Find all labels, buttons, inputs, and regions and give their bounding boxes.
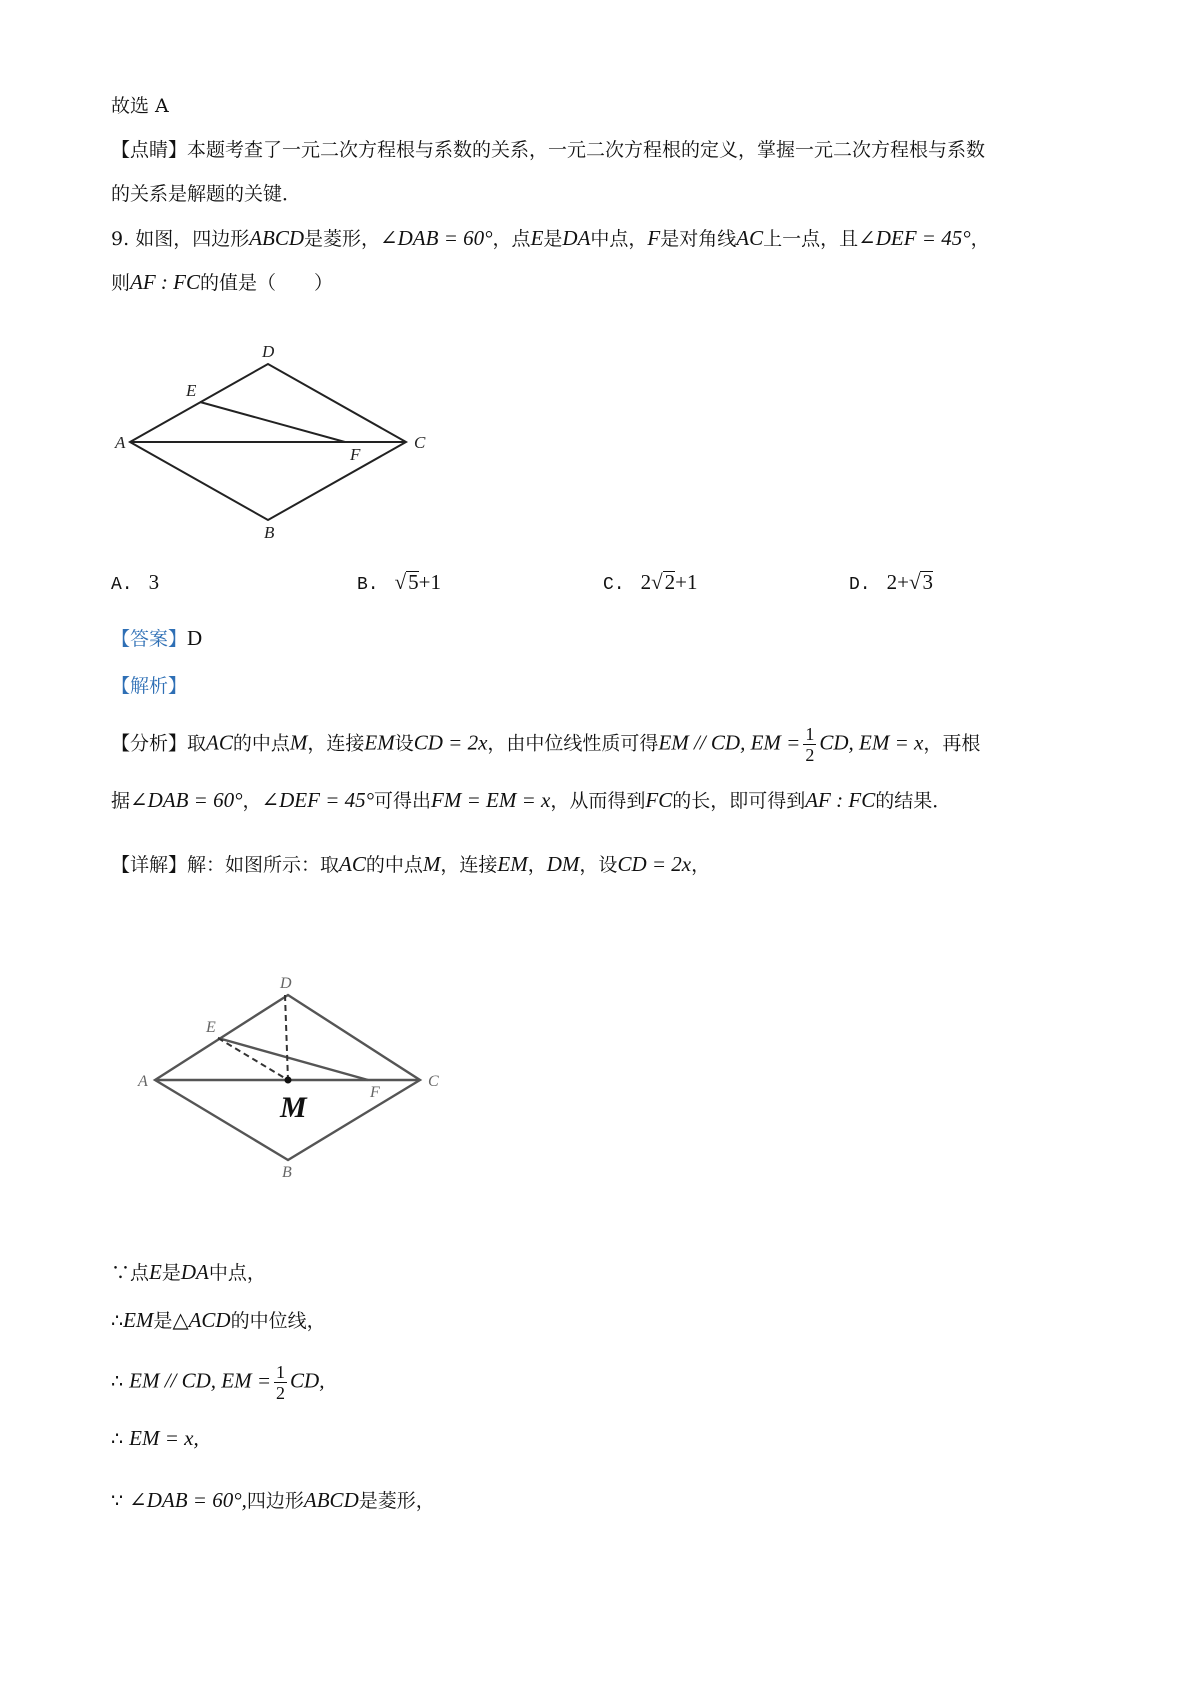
xiangjie-line — [111, 850, 710, 879]
fraction-half — [803, 724, 816, 765]
math-relation: CD, — [290, 1368, 325, 1393]
math-ratio: AF : FC — [130, 270, 200, 294]
step-3 — [111, 1362, 324, 1403]
step-text: 四边形 — [246, 1490, 304, 1512]
math-e: E — [149, 1260, 162, 1284]
comment-label: 【点睛】 — [111, 139, 188, 161]
label-a: A — [138, 1073, 148, 1090]
option-c — [603, 568, 697, 599]
option-letter: A. — [111, 575, 133, 595]
fraction-denominator: 2 — [805, 745, 815, 765]
option-letter: C. — [603, 575, 625, 595]
answer-line — [111, 624, 202, 653]
option-a — [111, 568, 159, 599]
option-value: +1 — [675, 570, 698, 594]
stem-text: 如图，四边形 — [135, 228, 250, 250]
question-stem-2 — [111, 268, 333, 297]
stem-text: 上一点，且 — [763, 228, 859, 250]
segment-ef — [200, 402, 345, 442]
xiangjie-text: 的中点 — [365, 854, 423, 876]
step-text: 的中位线， — [230, 1310, 326, 1332]
xiangjie-text: ， — [527, 854, 547, 876]
question-number: 9. — [111, 228, 130, 250]
step-text: 是菱形， — [358, 1490, 435, 1512]
stem-text: 是 — [543, 228, 563, 250]
fenxi-label: 【分析】 — [111, 732, 188, 755]
fenxi-line-1 — [111, 724, 980, 765]
segment-ef — [218, 1038, 368, 1080]
math-angle-def: ∠DEF = 45° — [858, 226, 971, 250]
label-c: C — [414, 433, 426, 452]
stem-text: 中点， — [590, 228, 648, 250]
fenxi-text: ，再根 — [923, 732, 981, 755]
step-text: ∵ — [111, 1490, 124, 1512]
step-4 — [111, 1424, 199, 1453]
answer-value: D — [187, 626, 203, 650]
math-relation: EM // CD, EM = — [658, 730, 801, 755]
stem-text: 则 — [111, 272, 131, 294]
step-text: ∴ — [111, 1370, 124, 1393]
math-da: DA — [562, 226, 591, 250]
math-em: EM — [364, 730, 395, 755]
math-triangle-acd: △ACD — [172, 1308, 231, 1332]
fenxi-text: ，由中位线性质可得 — [487, 732, 659, 755]
label-a: A — [115, 433, 126, 452]
math-relation: EM // CD, EM = — [129, 1368, 272, 1393]
label-f: F — [370, 1084, 380, 1101]
option-radicand: 5 — [408, 570, 419, 594]
math-em: EM — [497, 852, 528, 876]
question-stem — [111, 224, 990, 253]
option-value: √ — [394, 570, 407, 594]
step-text: ∴ — [111, 1310, 124, 1332]
figure-rhombus-1 — [100, 330, 440, 540]
step-text: 是 — [161, 1262, 181, 1284]
math-angle-def: ∠DEF = 45° — [261, 788, 375, 812]
fenxi-text: 据 — [111, 790, 131, 812]
math-angle-dab: ∠DAB = 60° — [130, 788, 243, 812]
step-1 — [111, 1258, 266, 1287]
xiangjie-text: ，设 — [579, 854, 618, 876]
answer-label: 【答案】 — [111, 628, 188, 650]
option-value: +1 — [418, 570, 441, 594]
fenxi-text: ， — [242, 790, 262, 812]
fraction-denominator: 2 — [276, 1383, 286, 1403]
fenxi-text: ，连接 — [307, 732, 365, 755]
comment-text: 本题考查了一元二次方程根与系数的关系，一元二次方程根的定义，掌握一元二次方程根与系数 — [187, 139, 986, 161]
option-d — [849, 568, 933, 599]
step-2 — [111, 1306, 326, 1335]
xiangjie-text: ，连接 — [440, 854, 498, 876]
label-d: D — [262, 342, 275, 361]
xiangjie-label: 【详解】 — [111, 854, 188, 876]
math-relation: EM = x, — [129, 1426, 199, 1450]
fraction-numerator: 1 — [276, 1362, 286, 1382]
step-5 — [111, 1486, 435, 1515]
label-e: E — [186, 381, 197, 400]
fenxi-text: ，从而得到 — [550, 790, 646, 812]
dashed-dm — [285, 995, 288, 1080]
stem-text: ，点 — [492, 228, 531, 250]
comment-line — [111, 136, 985, 164]
analysis-label: 【解析】 — [111, 675, 188, 697]
math-abcd: ABCD — [249, 226, 305, 250]
math-m: M — [289, 730, 308, 755]
option-radicand: 2 — [664, 570, 676, 594]
math-angle-dab: ∠DAB = 60°, — [129, 1488, 247, 1512]
math-cd-2x: CD = 2x — [413, 730, 488, 755]
choose-line — [111, 92, 169, 120]
step-text: ∵点 — [111, 1262, 150, 1284]
comment-line-2 — [111, 180, 301, 208]
stem-text: 的值是（ ） — [200, 272, 334, 294]
stem-text: 是对角线 — [660, 228, 737, 250]
label-c: C — [428, 1073, 439, 1090]
math-dm: DM — [546, 852, 580, 876]
option-value: 2√ — [640, 570, 663, 594]
dashed-em — [218, 1038, 288, 1080]
math-e: E — [530, 226, 544, 250]
comment-text-2: 的关系是解题的关键． — [111, 183, 302, 205]
fraction-numerator: 1 — [805, 724, 815, 744]
math-fc: FC — [645, 788, 673, 812]
figure-rhombus-2 — [130, 970, 460, 1180]
option-value: 3 — [148, 570, 160, 594]
fraction-half — [274, 1362, 287, 1403]
stem-text: 是菱形， — [304, 228, 381, 250]
point-m — [285, 1077, 292, 1084]
fenxi-text: 取 — [187, 732, 207, 755]
math-ac: AC — [736, 226, 764, 250]
stem-text: ， — [970, 228, 990, 250]
xiangjie-text: 解：如图所示：取 — [187, 854, 340, 876]
option-value: 2+√ — [886, 570, 921, 594]
option-letter: B. — [357, 575, 379, 595]
math-ratio: AF : FC — [805, 788, 876, 812]
step-text: ∴ — [111, 1428, 124, 1450]
label-b: B — [264, 523, 275, 540]
option-radicand: 3 — [922, 570, 933, 594]
xiangjie-text: ， — [691, 854, 711, 876]
step-text: 中点， — [208, 1262, 266, 1284]
step-text: 是 — [153, 1310, 173, 1332]
math-f: F — [647, 226, 661, 250]
math-cd-2x: CD = 2x — [617, 852, 692, 876]
fenxi-text: 设 — [394, 732, 414, 755]
fenxi-line-2 — [111, 786, 951, 815]
label-f: F — [350, 445, 361, 464]
math-relation: CD, EM = x — [819, 730, 924, 755]
label-b: B — [282, 1164, 292, 1180]
option-letter: D. — [849, 575, 871, 595]
math-da: DA — [180, 1260, 209, 1284]
fenxi-text: 可得出 — [374, 790, 432, 812]
math-ac: AC — [339, 852, 366, 876]
math-em: EM — [123, 1308, 154, 1332]
math-ac: AC — [206, 730, 233, 755]
fenxi-text: 的结果． — [875, 790, 952, 812]
math-angle-dab: ∠DAB = 60° — [380, 226, 493, 250]
math-abcd: ABCD — [303, 1488, 359, 1512]
choose-text: 故选 A — [111, 95, 169, 117]
option-b — [357, 568, 441, 599]
label-d: D — [280, 975, 292, 992]
fenxi-text: 的中点 — [232, 732, 290, 755]
label-e: E — [206, 1019, 216, 1036]
analysis-line — [111, 672, 187, 700]
fenxi-text: 的长，即可得到 — [672, 790, 806, 812]
math-m: M — [422, 852, 441, 876]
math-fm: FM = EM = x — [431, 788, 551, 812]
label-m: M — [280, 1091, 307, 1124]
